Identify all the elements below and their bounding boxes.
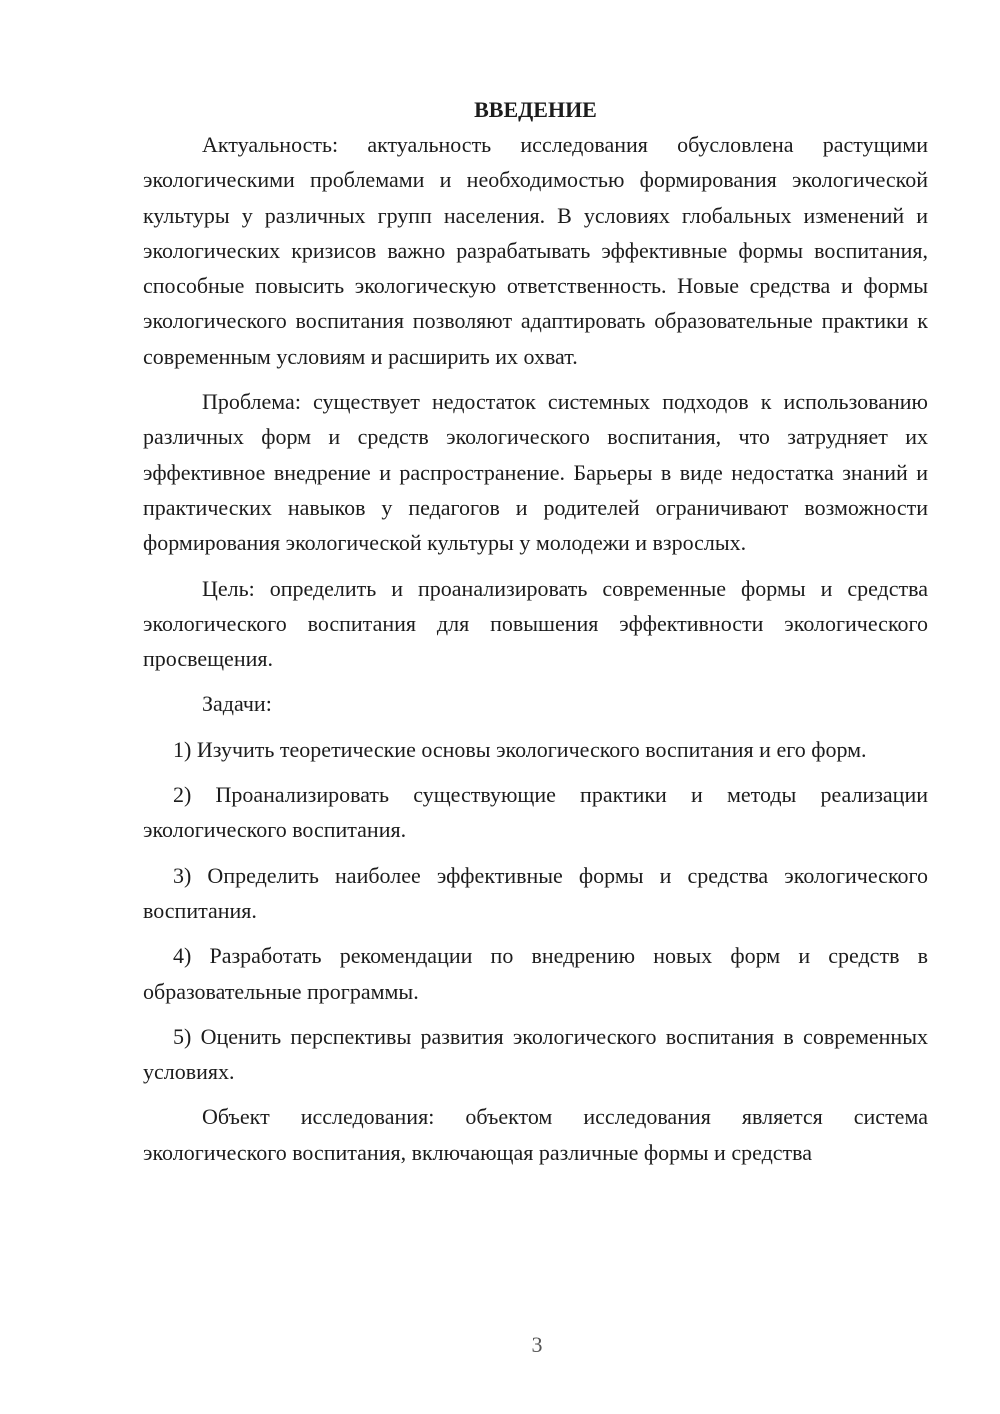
task-item: 1) Изучить теоретические основы экологического воспитания и его форм. — [173, 736, 867, 762]
task-item: 5) Оценить перспективы развития экологического воспитания в современных условиях. — [143, 1023, 928, 1085]
tasks-label: Задачи: — [202, 691, 272, 717]
task-item: 3) Определить наиболее эффективные формы и средства экологического воспитания. — [143, 862, 928, 923]
document-page — [143, 92, 928, 1170]
goal-paragraph: Цель: определить и проанализировать современные формы и средства экологического воспитания для повышения эффективности экологического просвещения. — [143, 575, 928, 672]
object-paragraph: Объект исследования: объектом исследования является система экологического воспитания, включающая различные формы и средства — [143, 1104, 928, 1165]
task-item: 4) Разработать рекомендации по внедрению новых форм и средств в образовательные программы. — [143, 943, 928, 1004]
section-heading: ВВЕДЕНИЕ — [474, 97, 597, 122]
relevance-paragraph: Актуальность: актуальность исследования обусловлена растущими экологическими проблемами и необходимостью формирования экологической культуры у различных групп населения. В условиях глобальных изменений и экологических кризисов важно разрабатывать эффективные формы воспитания, способные повысить экологическую ответственность. Новые средства и формы экологического воспитания позволяют адаптировать образовательные практики к современным условиям и расширить их охват. — [143, 132, 928, 369]
problem-paragraph: Проблема: существует недостаток системных подходов к использованию различных форм и средств экологического воспитания, что затрудняет их эффективное внедрение и распространение. Барьеры в виде недостатка знаний и практических навыков у педагогов и родителей ограничивают возможности формирования экологической культуры у молодежи и взрослых. — [143, 389, 928, 556]
page-number: 3 — [531, 1332, 543, 1357]
task-item: 2) Проанализировать существующие практики и методы реализации экологического воспитания. — [143, 782, 928, 843]
